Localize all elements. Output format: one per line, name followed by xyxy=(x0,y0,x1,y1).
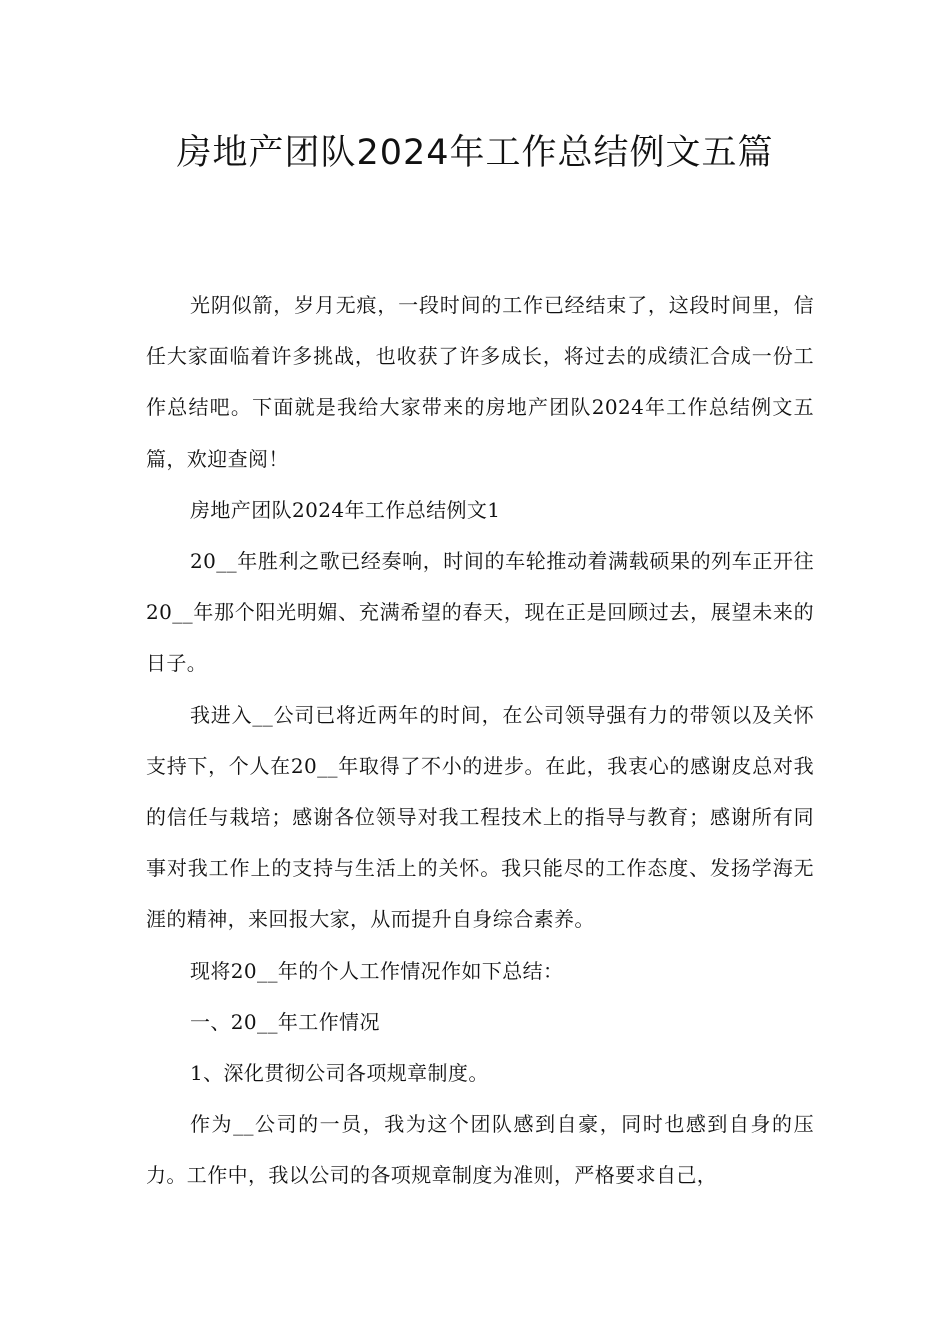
intro-paragraph: 光阴似箭，岁月无痕，一段时间的工作已经结束了，这段时间里，信任大家面临着许多挑战，也收获了许多成长，将过去的成绩汇合成一份工作总结吧。下面就是我给大家带来的房地产团队2024年工作总结例文五篇，欢迎查阅！ xyxy=(146,293,814,471)
opening-paragraph: 20__年胜利之歌已经奏响，时间的车轮推动着满载硕果的列车正开往20__年那个阳光明媚、充满希望的春天，现在正是回顾过去，展望未来的日子。 xyxy=(146,549,814,676)
section-heading-example-1: 房地产团队2024年工作总结例文1 xyxy=(190,497,501,522)
section-heading-work-situation: 一、20__年工作情况 xyxy=(190,1009,380,1034)
thanks-paragraph: 我进入__公司已将近两年的时间，在公司领导强有力的带领以及关怀支持下，个人在20__年取得了不小的进步。在此，我衷心的感谢皮总对我的信任与栽培；感谢各位领导对我工程技术上的指导与教育；感谢所有同事对我工作上的支持与生活上的关怀。我只能尽的工作态度、发扬学海无涯的精神，来回报大家，从而提升自身综合素养。 xyxy=(146,702,814,932)
document-title: 房地产团队2024年工作总结例文五篇 xyxy=(176,133,774,173)
rules-paragraph: 作为__公司的一员，我为这个团队感到自豪，同时也感到自身的压力。工作中，我以公司的各项规章制度为准则，严格要求自己， xyxy=(146,1112,814,1188)
subsection-heading-rules: 1、深化贯彻公司各项规章制度。 xyxy=(190,1061,489,1086)
summary-lead-paragraph: 现将20__年的个人工作情况作如下总结： xyxy=(190,958,564,983)
document-body xyxy=(146,280,814,1202)
